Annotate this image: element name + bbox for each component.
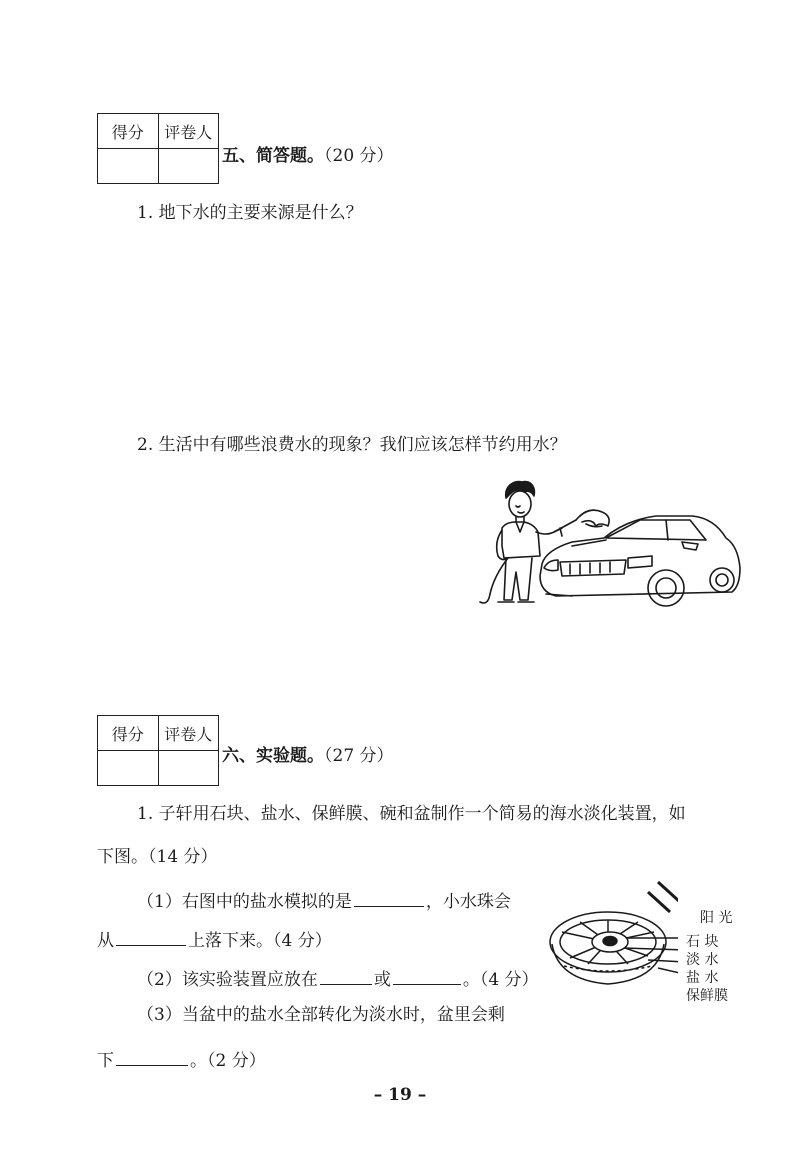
label-stone: 石 块	[686, 934, 719, 950]
sub3-text-c: 。（2 分）	[190, 1051, 266, 1071]
sub-question-2	[137, 968, 539, 989]
sub2-text-c: 。（4 分）	[462, 970, 539, 990]
answer-blank-5[interactable]	[116, 1049, 188, 1066]
label-sunlight: 阳 光	[700, 910, 733, 926]
grader-cell[interactable]	[158, 751, 219, 786]
label-plastic-wrap: 保鲜膜	[686, 988, 728, 1004]
answer-blank-1[interactable]	[354, 890, 424, 907]
answer-blank-2[interactable]	[116, 929, 186, 946]
sub1-text-c: 从	[97, 931, 114, 951]
page-number: – 19 –	[373, 1085, 427, 1105]
section5-title: 五、简答题。	[222, 146, 324, 166]
score-header: 得分	[98, 716, 159, 751]
car-washing-illustration	[476, 476, 748, 616]
sub-question-3-line1: （3）当盆中的盐水全部转化为淡水时，盆里会剩	[137, 1005, 505, 1025]
section6-title: 六、实验题。	[222, 746, 324, 766]
sub1-text-b: ，小水珠会	[425, 892, 511, 912]
sub2-text-a: （2）该实验装置应放在	[137, 970, 318, 990]
score-cell[interactable]	[98, 751, 159, 786]
section5-question-1: 1. 地下水的主要来源是什么？	[137, 203, 363, 223]
grader-header: 评卷人	[158, 114, 219, 149]
score-header: 得分	[98, 114, 159, 149]
section5-question-2: 2. 生活中有哪些浪费水的现象？我们应该怎样节约用水？	[137, 435, 567, 455]
grader-header: 评卷人	[158, 716, 219, 751]
section6-points: （27 分）	[324, 746, 394, 766]
section5-points: （20 分）	[324, 146, 394, 166]
section5-heading	[222, 141, 394, 166]
sub3-text-b: 下	[97, 1051, 114, 1071]
score-cell[interactable]	[98, 149, 159, 184]
sub-question-1-line1	[137, 890, 511, 911]
section6-heading	[222, 741, 394, 766]
label-salt-water: 盐 水	[686, 970, 719, 986]
score-table-section5	[97, 113, 219, 184]
sub-question-1-line2	[97, 929, 332, 950]
answer-blank-4[interactable]	[393, 968, 461, 985]
sub1-text-a: （1）右图中的盐水模拟的是	[137, 892, 352, 912]
desalination-figure	[548, 880, 678, 1000]
score-table-section6	[97, 715, 219, 786]
label-fresh-water: 淡 水	[686, 952, 719, 968]
section6-question-1-line1: 1. 子轩用石块、盐水、保鲜膜、碗和盆制作一个简易的海水淡化装置，如	[137, 804, 686, 824]
answer-blank-3[interactable]	[320, 968, 372, 985]
grader-cell[interactable]	[158, 149, 219, 184]
sub2-text-b: 或	[373, 970, 391, 990]
section6-question-1-line2: 下图。（14 分）	[97, 847, 218, 867]
sub1-text-d: 上落下来。（4 分）	[188, 931, 332, 951]
sub-question-3-line2	[97, 1049, 266, 1070]
